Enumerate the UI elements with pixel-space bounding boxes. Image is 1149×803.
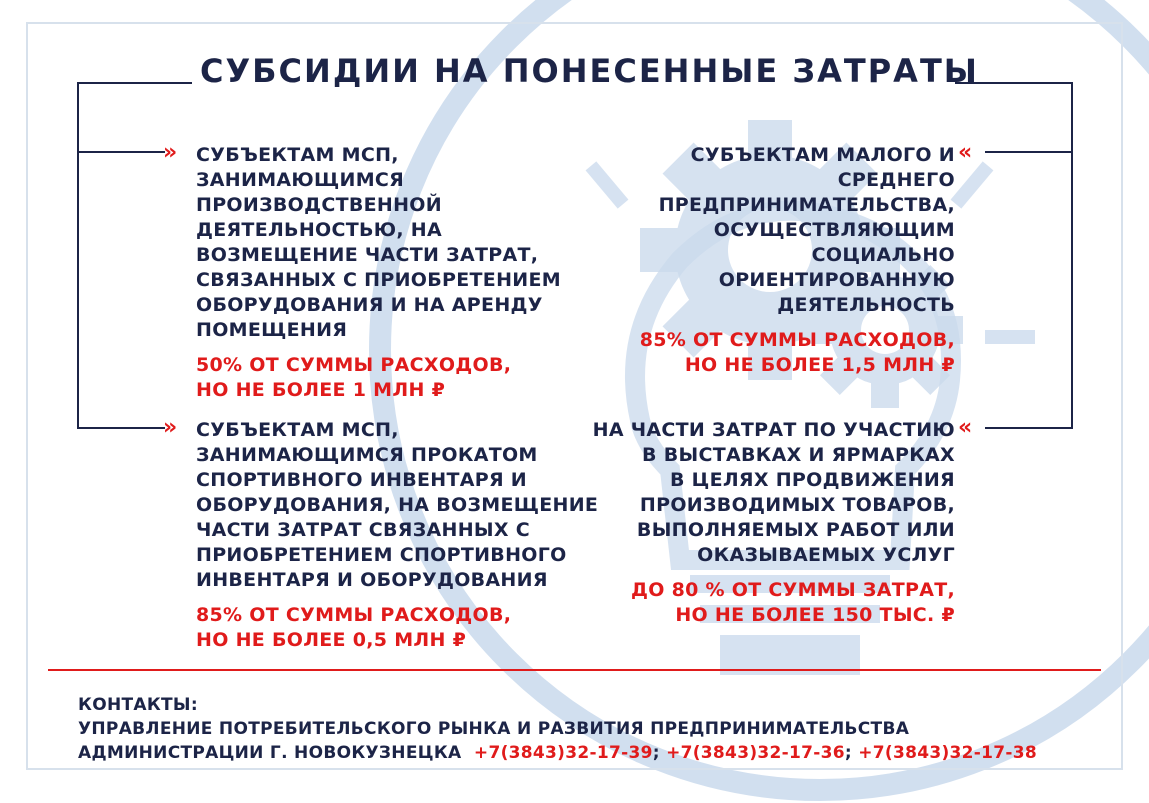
double-chevron-left-icon: « — [958, 140, 967, 165]
subsidy-block-social — [560, 143, 955, 378]
contacts-section — [78, 693, 1078, 765]
subsidy-amount: 85% ОТ СУММЫ РАСХОДОВ, НО НЕ БОЛЕЕ 0,5 МЛН ₽ — [196, 604, 512, 651]
contacts-administration-line — [78, 741, 1078, 765]
subsidy-amount: 50% ОТ СУММЫ РАСХОДОВ, НО НЕ БОЛЕЕ 1 МЛН ₽ — [196, 354, 512, 401]
phone-separator: ; — [844, 743, 852, 763]
phone-separator: ; — [652, 743, 660, 763]
subsidy-description: СУБЪЕКТАМ МСП, ЗАНИМАЮЩИМСЯ ПРОКАТОМ СПОРТИВНОГО ИНВЕНТАРЯ И ОБОРУДОВАНИЯ, НА ВОЗМЕЩЕНИЕ ЧАСТИ ЗАТРАТ СВЯЗАННЫХ С ПРИОБРЕТЕНИЕМ СПОРТИВНОГО ИНВЕНТАРЯ И ОБОРУДОВАНИЯ — [196, 419, 599, 591]
phone-link[interactable]: +7(3843)32-17-36 — [666, 743, 845, 763]
double-chevron-left-icon: « — [958, 415, 967, 440]
double-chevron-right-icon: » — [163, 415, 172, 440]
subsidy-description: НА ЧАСТИ ЗАТРАТ ПО УЧАСТИЮ В ВЫСТАВКАХ И ЯРМАРКАХ В ЦЕЛЯХ ПРОДВИЖЕНИЯ ПРОИЗВОДИМЫХ ТОВАРОВ, ВЫПОЛНЯЕМЫХ РАБОТ ИЛИ ОКАЗЫВАЕМЫХ УСЛУГ — [592, 419, 955, 566]
contacts-administration: АДМИНИСТРАЦИИ Г. НОВОКУЗНЕЦКА — [78, 743, 462, 763]
contacts-department: УПРАВЛЕНИЕ ПОТРЕБИТЕЛЬСКОГО РЫНКА И РАЗВИТИЯ ПРЕДПРИНИМАТЕЛЬСТВА — [78, 719, 910, 739]
phone-link[interactable]: +7(3843)32-17-38 — [858, 743, 1038, 763]
contacts-heading: КОНТАКТЫ: — [78, 695, 198, 715]
divider — [48, 669, 1101, 671]
double-chevron-right-icon: » — [163, 140, 172, 165]
subsidy-description: СУБЪЕКТАМ МСП, ЗАНИМАЮЩИМСЯ ПРОИЗВОДСТВЕННОЙ ДЕЯТЕЛЬНОСТЬЮ, НА ВОЗМЕЩЕНИЕ ЧАСТИ ЗАТРАТ, СВЯЗАННЫХ С ПРИОБРЕТЕНИЕМ ОБОРУДОВАНИЯ И НА АРЕНДУ ПОМЕЩЕНИЯ — [196, 144, 561, 341]
subsidy-amount: 85% ОТ СУММЫ РАСХОДОВ, НО НЕ БОЛЕЕ 1,5 МЛН ₽ — [639, 329, 955, 376]
page-title: СУБСИДИИ НА ПОНЕСЕННЫЕ ЗАТРАТЫ — [200, 52, 979, 90]
subsidy-description: СУБЪЕКТАМ МАЛОГО И СРЕДНЕГО ПРЕДПРИНИМАТЕЛЬСТВА, ОСУЩЕСТВЛЯЮЩИМ СОЦИАЛЬНО ОРИЕНТИРОВАННУЮ ДЕЯТЕЛЬНОСТЬ — [658, 144, 955, 316]
phone-link[interactable]: +7(3843)32-17-39 — [473, 743, 653, 763]
subsidy-amount: ДО 80 % ОТ СУММЫ ЗАТРАТ, НО НЕ БОЛЕЕ 150 ТЫС. ₽ — [630, 579, 955, 626]
subsidy-block-exhibitions — [540, 418, 955, 628]
subsidy-block-production — [196, 143, 616, 403]
